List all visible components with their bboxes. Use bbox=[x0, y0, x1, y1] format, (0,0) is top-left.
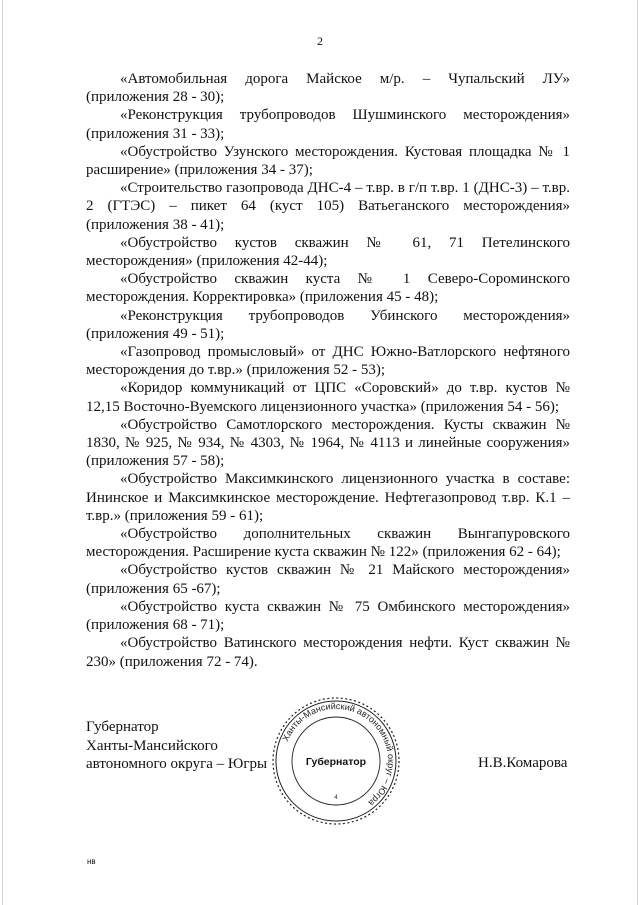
project-list-item: «Обустройство Узунского месторождения. Кустовая площадка № 1 расширение» (приложения 34 - 37); bbox=[86, 143, 570, 179]
signature-block bbox=[86, 718, 267, 774]
page-number: 2 bbox=[317, 34, 323, 48]
project-list-item: «Коридор коммуникаций от ЦПС «Соровский» до т.вр. кустов № 12,15 Восточно-Вуемского лицензионного участка» (приложения 54 - 56); bbox=[86, 380, 570, 415]
signer-title-line3: автономного округа – Югры bbox=[86, 756, 268, 772]
project-list bbox=[86, 70, 570, 671]
official-seal bbox=[270, 695, 402, 827]
seal-center-text: Губернатор bbox=[305, 756, 367, 768]
signer-title-line1: Губернатор bbox=[86, 719, 159, 735]
project-list-item: «Обустройство Самотлорского месторождения. Кусты скважин № 1830, № 925, № 934, № 4303, № 1964, № 4113 и линейные сооружения» (приложения 57 - 58); bbox=[86, 416, 570, 470]
project-list-item: «Обустройство Максимкинского лицензионного участка в составе: Ининское и Максимкинское месторождение. Нефтегазопровод т.вр. К.1 – т.вр.» (приложения 59 - 61); bbox=[86, 471, 570, 524]
seal-ring-text: Ханты-Мансийский автономный округ – Югра bbox=[280, 700, 397, 809]
seal-number: 4 bbox=[334, 795, 338, 801]
project-list-item: «Обустройство дополнительных скважин Вынгапуровского месторождения. Расширение куста скважин № 122» (приложения 62 - 64); bbox=[86, 526, 570, 561]
project-list-item: «Газопровод промысловый» от ДНС Южно-Ватлорского нефтяного месторождения до т.вр.» (приложения 52 - 53); bbox=[86, 344, 570, 379]
project-list-item: «Обустройство кустов скважин № 21 Майского месторождения» (приложения 65 -67); bbox=[86, 562, 570, 597]
project-list-item: «Автомобильная дорога Майское м/р. – Чупальский ЛУ» (приложения 28 - 30); bbox=[86, 71, 570, 106]
signer-name: Н.В.Комарова bbox=[478, 755, 568, 771]
signer-title-line2: Ханты-Мансийского bbox=[86, 737, 218, 754]
project-list-item: «Реконструкция трубопроводов Шушминского месторождения» (приложения 31 - 33); bbox=[86, 107, 570, 142]
scan-edge-right bbox=[637, 0, 638, 905]
project-list-item: «Обустройство скважин куста № 1 Северо-Сороминского месторождения. Корректировка» (приложения 45 - 48); bbox=[86, 271, 570, 306]
footer-mark: нв bbox=[87, 857, 96, 866]
project-list-item: «Обустройство куста скважин № 75 Омбинского месторождения» (приложения 68 - 71); bbox=[86, 598, 570, 634]
scan-edge-left bbox=[2, 0, 3, 905]
project-list-item: «Обустройство Ватинского месторождения нефти. Куст скважин № 230» (приложения 72 - 74). bbox=[86, 635, 570, 670]
project-list-item: «Строительство газопровода ДНС-4 – т.вр. в г/п т.вр. 1 (ДНС-3) – т.вр. 2 (ГТЭС) – пикет 64 (куст 105) Ватьеганского месторождения» (приложения 38 - 41); bbox=[86, 180, 570, 233]
project-list-item: «Реконструкция трубопроводов Убинского месторождения» (приложения 49 - 51); bbox=[86, 307, 570, 342]
project-list-item: «Обустройство кустов скважин № 61, 71 Петелинского месторождения» (приложения 42-44); bbox=[86, 234, 570, 270]
